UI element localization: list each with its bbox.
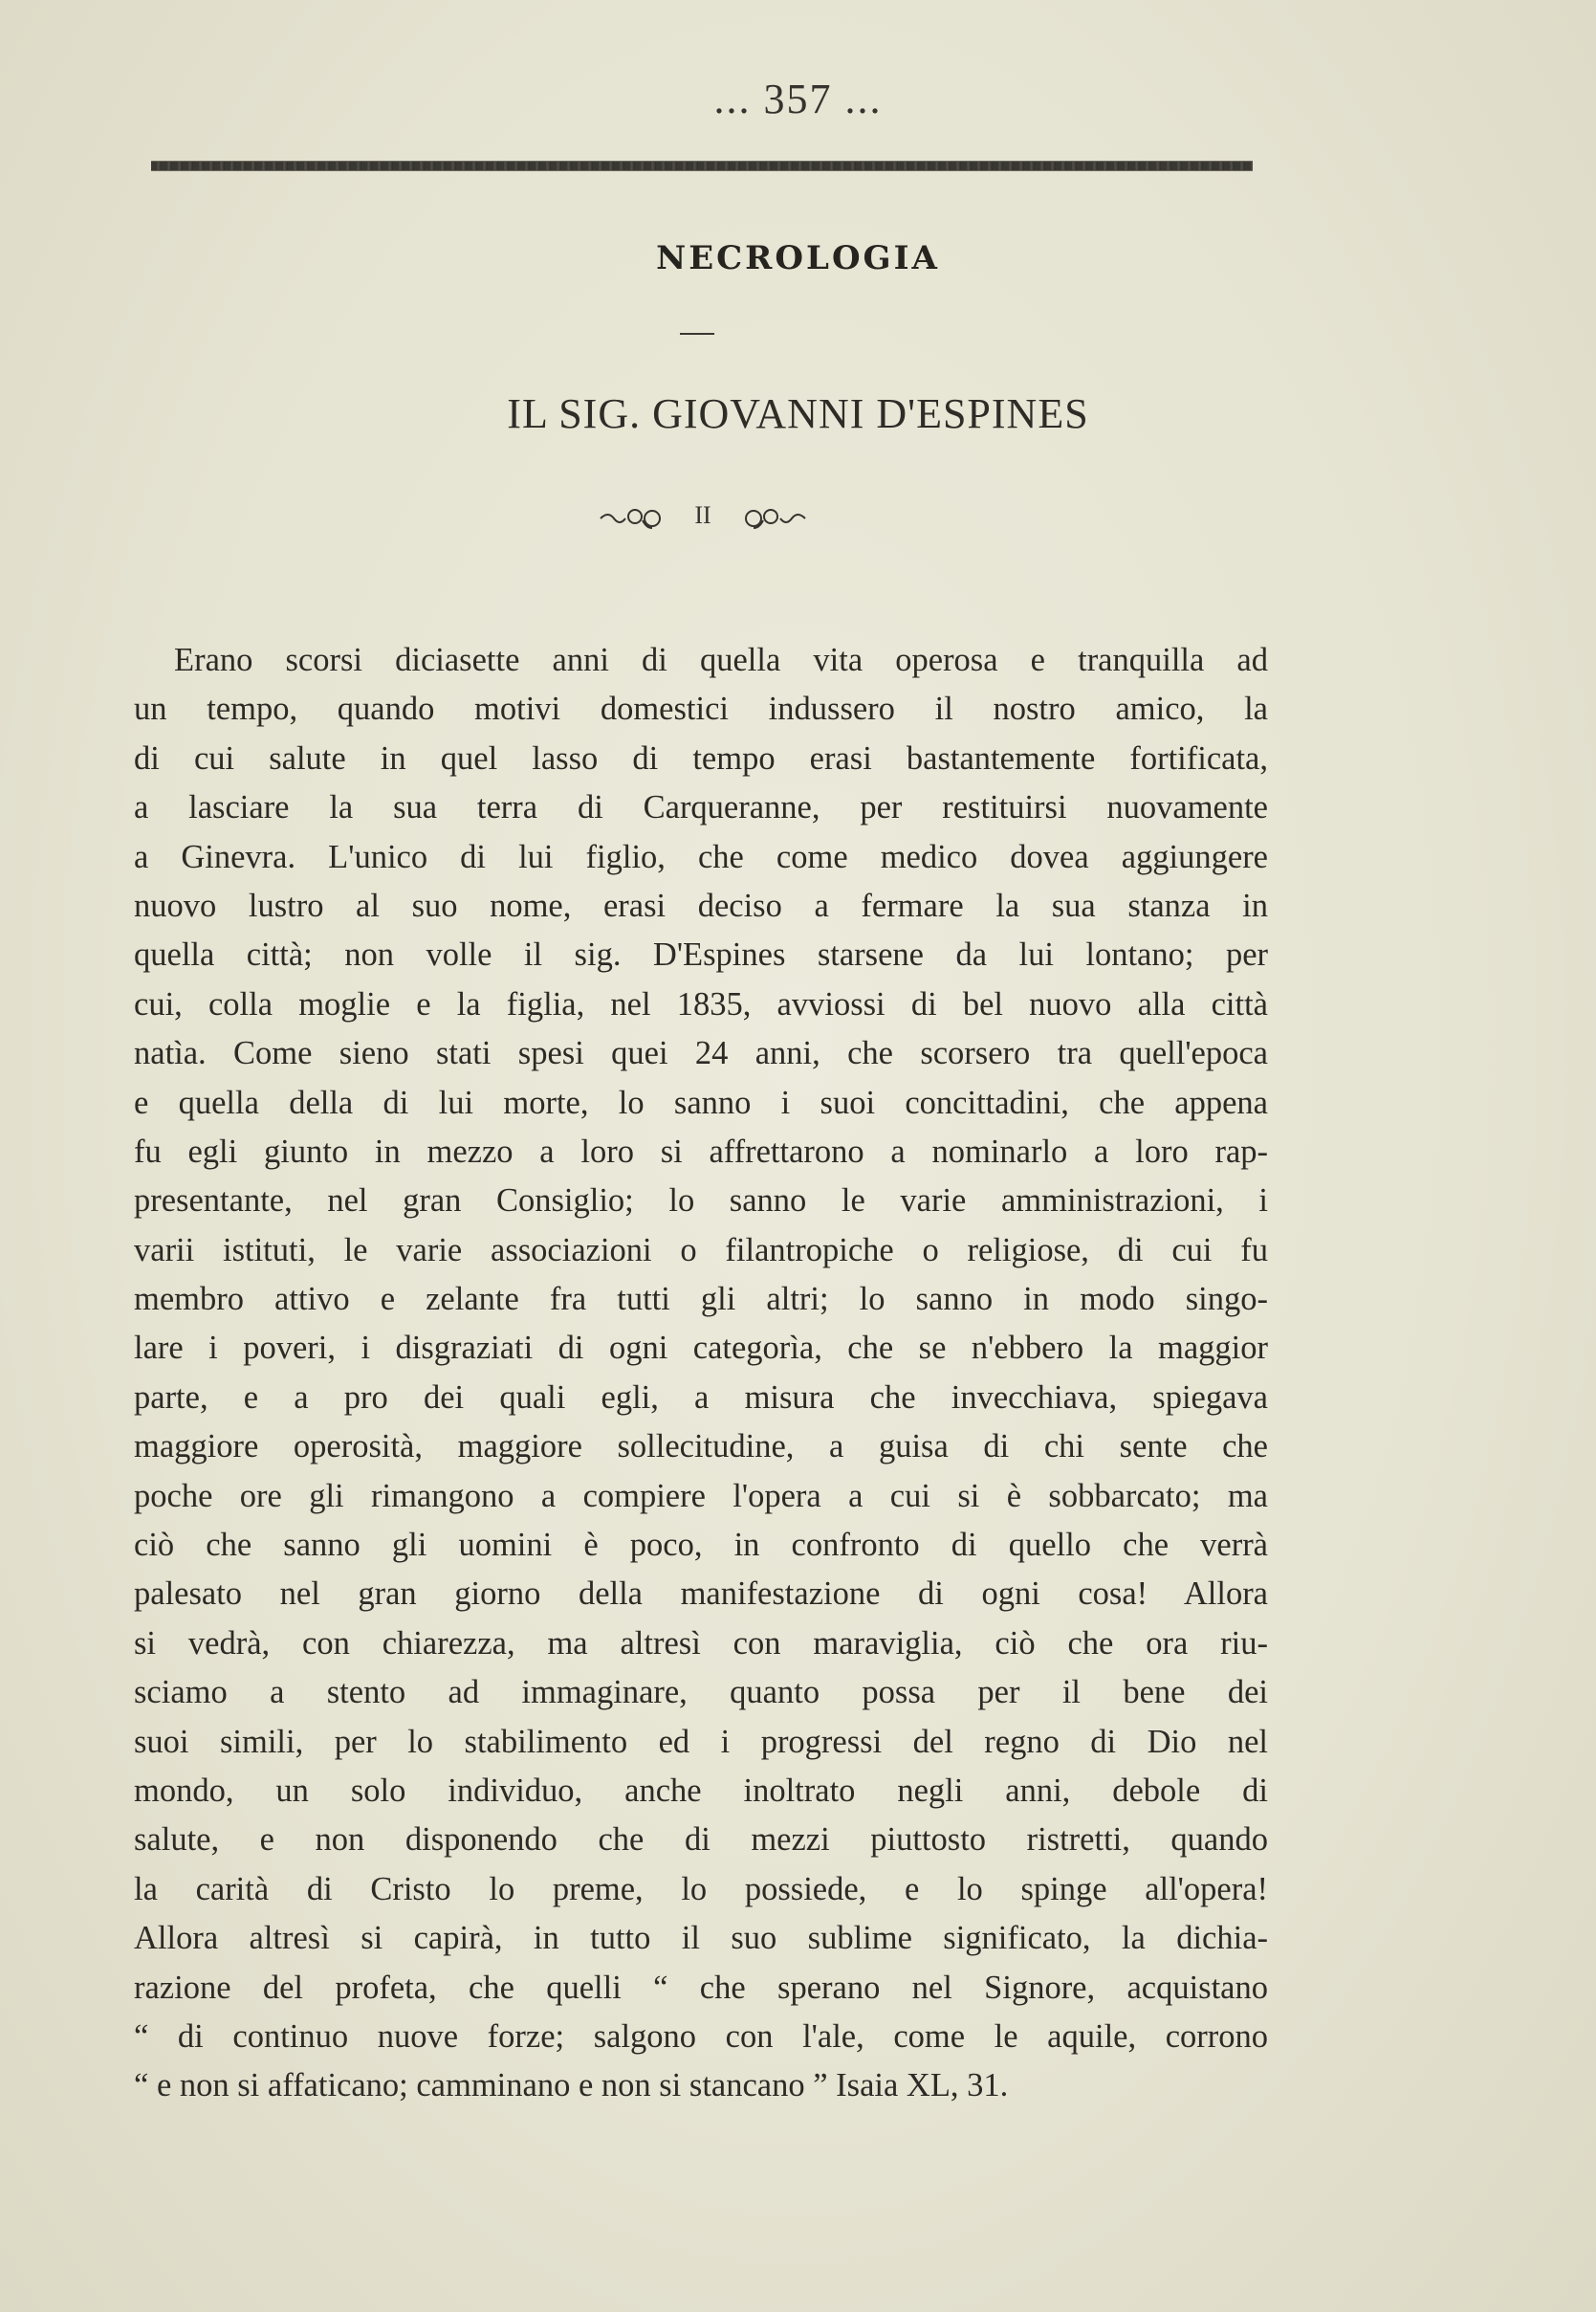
text-line: fu egli giunto in mezzo a loro si affrettarono a nominarlo a loro rap- xyxy=(134,1133,1268,1170)
text-line: presentante, nel gran Consiglio; lo sanno le varie amministrazioni, i xyxy=(134,1182,1268,1220)
text-line: parte, e a pro dei quali egli, a misura che invecchiava, spiegava xyxy=(134,1378,1268,1416)
title-divider xyxy=(680,333,714,335)
text-line: Erano scorsi diciasette anni di quella vita operosa e tranquilla ad xyxy=(174,642,1268,678)
text-line: ciò che sanno gli uomini è poco, in confronto di quello che verrà xyxy=(134,1527,1268,1564)
text-line: un tempo, quando motivi domestici indussero il nostro amico, la xyxy=(134,691,1268,728)
text-line: di cui salute in quel lasso di tempo erasi bastantemente fortificata, xyxy=(134,739,1268,777)
text-line: a Ginevra. L'unico di lui figlio, che come medico dovea aggiungere xyxy=(134,838,1268,875)
text-line: e quella della di lui morte, lo sanno i suoi concittadini, che appena xyxy=(134,1084,1268,1121)
page-number: ... 357 ... xyxy=(713,76,883,122)
section-title: NECROLOGIA xyxy=(656,239,940,277)
text-line: a lasciare la sua terra di Carqueranne, per restituirsi nuovamente xyxy=(134,789,1268,826)
article-title: IL SIG. GIOVANNI D'ESPINES xyxy=(507,390,1089,437)
text-line: “ e non si affaticano; camminano e non si stancano ” Isaia XL, 31. xyxy=(134,2067,1009,2104)
text-line: la carità di Cristo lo preme, lo possiede, e lo spinge all'opera! xyxy=(134,1870,1268,1907)
header-rule xyxy=(151,161,1253,171)
text-line: salute, e non disponendo che di mezzi piuttosto ristretti, quando xyxy=(134,1821,1268,1859)
text-line: sciamo a stento ad immaginare, quanto possa per il bene dei xyxy=(134,1674,1268,1711)
text-line: lare i poveri, i disgraziati di ogni categorìa, che se n'ebbero la maggior xyxy=(134,1330,1268,1367)
text-line: Allora altresì si capirà, in tutto il suo sublime significato, la dichia- xyxy=(134,1920,1268,1957)
text-line: cui, colla moglie e la figlia, nel 1835, avviossi di bel nuovo alla città xyxy=(134,985,1268,1023)
text-line: maggiore operosità, maggiore sollecitudine, a guisa di chi sente che xyxy=(134,1428,1268,1465)
text-line: palesato nel gran giorno della manifestazione di ogni cosa! Allora xyxy=(134,1575,1268,1613)
text-line: poche ore gli rimangono a compiere l'opera a cui si è sobbarcato; ma xyxy=(134,1477,1268,1514)
text-line: natìa. Come sieno stati spesi quei 24 anni, che scorsero tra quell'epoca xyxy=(134,1035,1268,1072)
ornament-center: II xyxy=(694,501,711,529)
text-line: razione del profeta, che quelli “ che sperano nel Signore, acquistano xyxy=(134,1969,1268,2006)
text-line: nuovo lustro al suo nome, erasi deciso a fermare la sua stanza in xyxy=(134,887,1268,924)
text-line: mondo, un solo individuo, anche inoltrato negli anni, debole di xyxy=(134,1772,1268,1809)
text-line: quella città; non volle il sig. D'Espines starsene da lui lontano; per xyxy=(134,936,1268,974)
text-line: varii istituti, le varie associazioni o filantropiche o religiose, di cui fu xyxy=(134,1231,1268,1268)
text-line: suoi simili, per lo stabilimento ed i progressi del regno di Dio nel xyxy=(134,1723,1268,1760)
text-line: si vedrà, con chiarezza, ma altresì con maraviglia, ciò che ora riu- xyxy=(134,1624,1268,1662)
text-line: “ di continuo nuove forze; salgono con l'ale, come le aquile, corrono xyxy=(134,2017,1268,2055)
text-line: membro attivo e zelante fra tutti gli altri; lo sanno in modo singo- xyxy=(134,1281,1268,1318)
article-body xyxy=(134,636,1268,2111)
ornament-divider xyxy=(593,499,813,538)
